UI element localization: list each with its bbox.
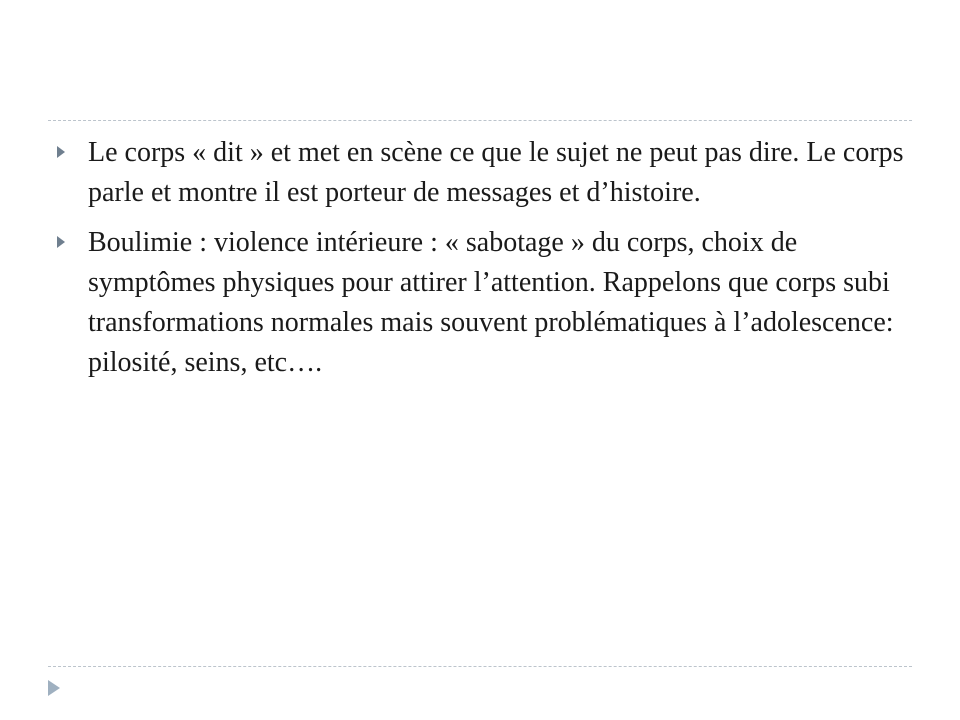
corner-arrow-icon	[46, 678, 62, 703]
bottom-divider	[48, 666, 912, 667]
triangle-bullet-icon	[56, 223, 88, 249]
bullet-item	[56, 133, 906, 213]
bullet-text: Boulimie : violence intérieure : « sabotage » du corps, choix de symptômes physiques pour attirer l’attention. Rappelons que corps subi transformations normales mais souvent problématiques à l’adolescence: pilosité, seins, etc….	[88, 227, 894, 378]
bullet-item	[56, 223, 906, 383]
slide-body	[56, 133, 906, 393]
triangle-bullet-icon	[56, 133, 88, 159]
bullet-text: Le corps « dit » et met en scène ce que le sujet ne peut pas dire. Le corps parle et montre il est porteur de messages et d’histoire.	[88, 137, 904, 208]
top-divider	[48, 120, 912, 121]
